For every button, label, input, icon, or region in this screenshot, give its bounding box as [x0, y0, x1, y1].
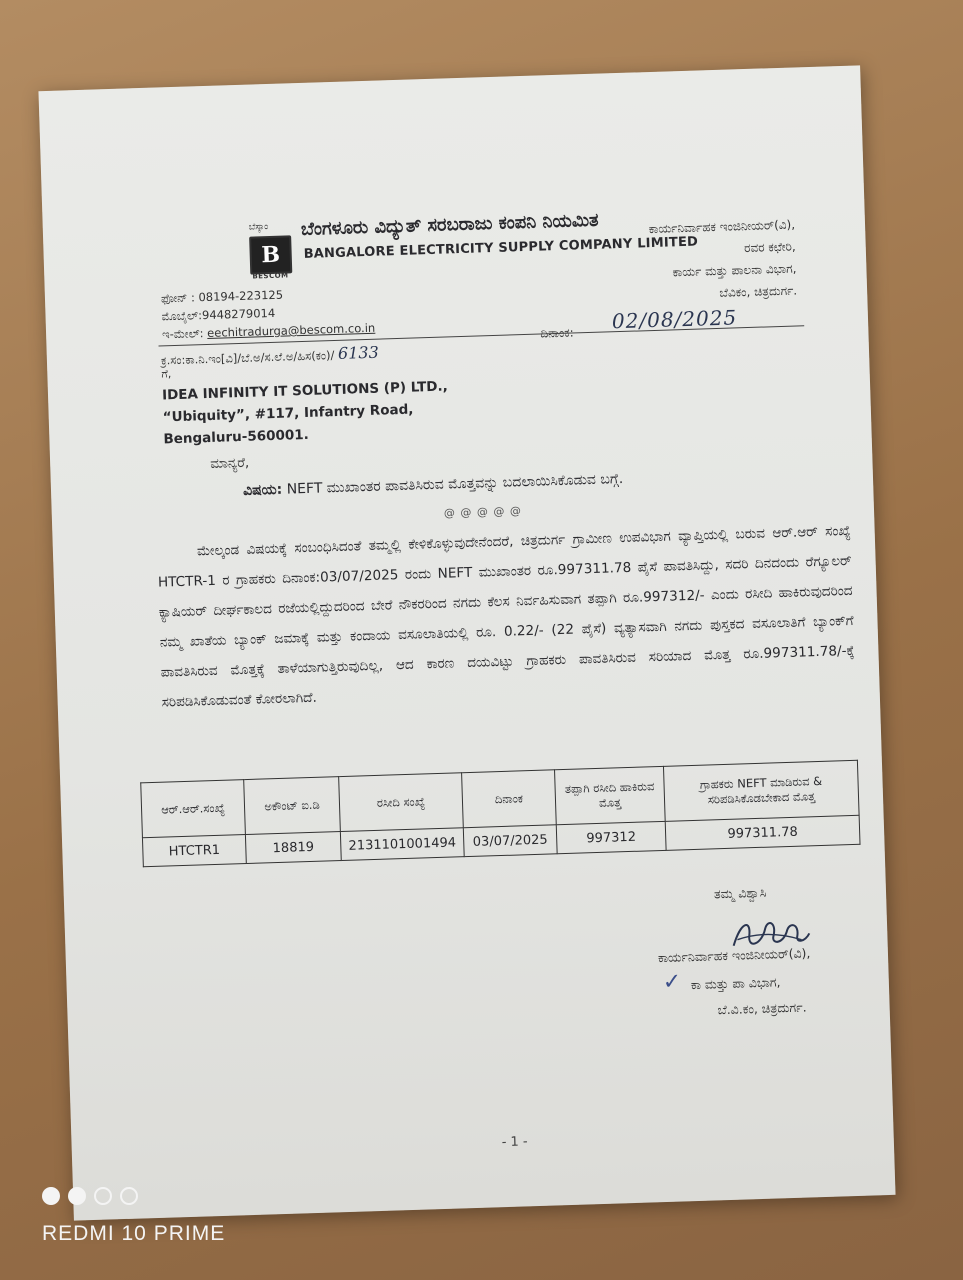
recipient-line-2: “Ubiquity”, #117, Infantry Road,: [162, 401, 414, 426]
signatory-office: ಬೆ.ವಿ.ಕಂ, ಚಿತ್ರದುರ್ಗ.: [717, 999, 807, 1018]
recipient-label: ಗೆ,: [161, 367, 172, 381]
watermark-dot-icon: [120, 1187, 138, 1205]
email-label: ಇ-ಮೇಲ್:: [161, 326, 204, 342]
logo-caption: BESCOM: [252, 271, 289, 281]
phone-number: ಫೋನ್ : 08194-223125: [160, 287, 284, 306]
signatory-division: ಕಾ ಮತ್ತು ಪಾ ವಿಭಾಗ,: [690, 974, 781, 993]
office-line-3: ಕಾರ್ಯ ಮತ್ತು ಪಾಲನಾ ವಿಭಾಗ,: [672, 261, 797, 280]
subject-line: [243, 471, 624, 499]
reference-prefix: ಕ್ರ.ಸಂ:ಕಾ.ನಿ.ಇಂ[ವಿ]/ಬೆ.ಅ/ಸ.ಲೆ.ಅ/ಹಿಸ(ಕಂ)/: [160, 348, 335, 368]
office-line-4: ಬೆವಿಕಂ, ಚಿತ್ರದುರ್ಗ.: [719, 283, 798, 300]
mobile-number: ಮೊಬೈಲ್:9448279014: [161, 305, 276, 324]
salutation: ಮಾನ್ಯರೆ,: [209, 454, 250, 472]
letter-page: [38, 65, 895, 1220]
body-paragraph: [157, 516, 856, 718]
header-receipt-number: ರಸೀದಿ ಸಂಖ್ಯೆ: [339, 773, 464, 832]
header-account-id: ಅಕೌಂಟ್ ಐ.ಡಿ: [244, 777, 341, 835]
page-number: - 1 -: [501, 1134, 528, 1151]
email-link[interactable]: eechitradurga@bescom.co.in: [206, 320, 376, 341]
cell-correct-amount: 997311.78: [665, 815, 860, 850]
cell-date: 03/07/2025: [463, 825, 557, 857]
check-mark-icon: ✓: [662, 969, 682, 996]
cell-account-id: 18819: [245, 832, 341, 864]
header-wrong-amount: ತಪ್ಪಾಗಿ ರಸೀದಿ ಹಾಕಿರುವ ಮೊತ್ತ: [555, 766, 666, 824]
watermark-dot-icon: [68, 1187, 86, 1205]
office-line-1: ಕಾರ್ಯನಿರ್ವಾಹಕ ಇಂಜಿನೀಯರ್(ವಿ),: [648, 217, 796, 237]
closing-yours: ತಮ್ಮ ವಿಶ್ವಾಸಿ: [713, 884, 767, 902]
camera-watermark: REDMI 10 PRIME: [42, 1222, 226, 1245]
recipient-line-3: Bengaluru-560001.: [163, 426, 310, 448]
company-name-kannada: ಬೆಂಗಳೂರು ವಿದ್ಯುತ್ ಸರಬರಾಜು ಕಂಪನಿ ನಿಯಮಿತ: [300, 209, 599, 241]
header-date: ದಿನಾಂಕ: [462, 770, 557, 828]
company-name-english: BANGALORE ELECTRICITY SUPPLY COMPANY LIMITED: [303, 234, 699, 262]
office-line-2: ರವರ ಕಛೇರಿ,: [743, 239, 796, 256]
reference-line: [161, 343, 379, 369]
header-correct-amount: ಗ್ರಾಹಕರು NEFT ಮಾಡಿರುವ & ಸರಿಪಡಿಸಿಕೊಡಬೇಕಾದ ಮೊತ್ತ: [663, 760, 859, 821]
cell-rr-number: HTCTR1: [142, 835, 246, 867]
camera-watermark-dots: [42, 1187, 138, 1205]
body-text: ಮೇಲ್ಕಂಡ ವಿಷಯಕ್ಕೆ ಸಂಬಂಧಿಸಿದಂತೆ ತಮ್ಮಲ್ಲಿ ಕೇಳಿಕೊಳ್ಳುವುದೇನೆಂದರೆ, ಚಿತ್ರದುರ್ಗ ಗ್ರಾಮೀಣ ಉಪವಿಭಾಗ ವ್ಯಾಪ್ತಿಯಲ್ಲಿ ಬರುವ ಆರ್.ಆರ್ ಸಂಖ್ಯೆ HTCTR-1 ರ ಗ್ರಾಹಕರು ದಿನಾಂಕ:03/07/2025 ರಂದು NEFT ಮುಖಾಂತರ ರೂ.997311.78 ಪೈಸೆ ಪಾವತಿಸಿದ್ದು, ಸದರಿ ದಿನದಂದು ರೆಗ್ಯೂಲರ್ ಕ್ಯಾಷಿಯರ್ ದೀರ್ಘಕಾಲದ ರಜೆಯಲ್ಲಿದ್ದುದರಿಂದ ಬೇರೆ ನೌಕರರಿಂದ ನಗದು ಕೆಲಸ ನಿರ್ವಹಿಸುವಾಗ ತಪ್ಪಾಗಿ ರೂ.997312/- ಎಂದು ರಸೀದಿ ಹಾಕಿರುವುದರಿಂದ ನಮ್ಮ ಖಾತೆಯ ಬ್ಯಾಂಕ್ ಜಮಾಕ್ಕೆ ಮತ್ತು ಕಂದಾಯ ವಸೂಲಾತಿಯಲ್ಲಿ ರೂ. 0.22/- (22 ಪೈಸೆ) ವ್ಯತ್ಯಾಸವಾಗಿ ನಗದು ಪುಸ್ತಕದ ವಸೂಲಾತಿಗೆ ಬ್ಯಾಂಕ್‌ಗೆ ಪಾವತಿಸಿರುವ ಮೊತ್ತಕ್ಕೆ ತಾಳೆಯಾಗುತ್ತಿರುವುದಿಲ್ಲ, ಆದ ಕಾರಣ ದಯವಿಟ್ಟು ಗ್ರಾಹಕರು ಪಾವತಿಸಿರುವ ಸರಿಯಾದ ಮೊತ್ತ ರೂ.997311.78/-ಕ್ಕೆ ಸರಿಪಡಿಸಿಕೊಡುವಂತೆ ಕೋರಲಾಗಿದೆ.: [157, 522, 855, 711]
header-rr-number: ಆರ್.ಆರ್.ಸಂಖ್ಯೆ: [141, 780, 246, 838]
cell-wrong-amount: 997312: [556, 821, 666, 853]
recipient-line-1: IDEA INFINITY IT SOLUTIONS (P) LTD.,: [161, 378, 448, 404]
watermark-dot-icon: [94, 1187, 112, 1205]
date-label: ದಿನಾಂಕ:: [540, 325, 574, 341]
subject-text: NEFT ಮುಖಾಂತರ ಪಾವತಿಸಿರುವ ಮೊತ್ತವನ್ನು ಬದಲಾಯಿಸಿಕೊಡುವ ಬಗ್ಗೆ.: [286, 471, 624, 498]
reference-number: 6133: [337, 342, 379, 363]
logo-kannada-text: ಬೆಸ್ಕಾಂ: [248, 222, 269, 233]
bescom-logo-icon: B: [249, 235, 292, 274]
subject-label: ವಿಷಯ:: [242, 481, 283, 499]
cell-receipt-number: 2131101001494: [340, 828, 464, 861]
separator: @ @ @ @ @: [443, 504, 523, 520]
date-value: 02/08/2025: [611, 305, 738, 334]
payment-table: [140, 760, 860, 868]
watermark-dot-icon: [42, 1187, 60, 1205]
signatory-designation: ಕಾರ್ಯನಿರ್ವಾಹಕ ಇಂಜಿನೀಯರ್(ವಿ),: [657, 945, 811, 966]
